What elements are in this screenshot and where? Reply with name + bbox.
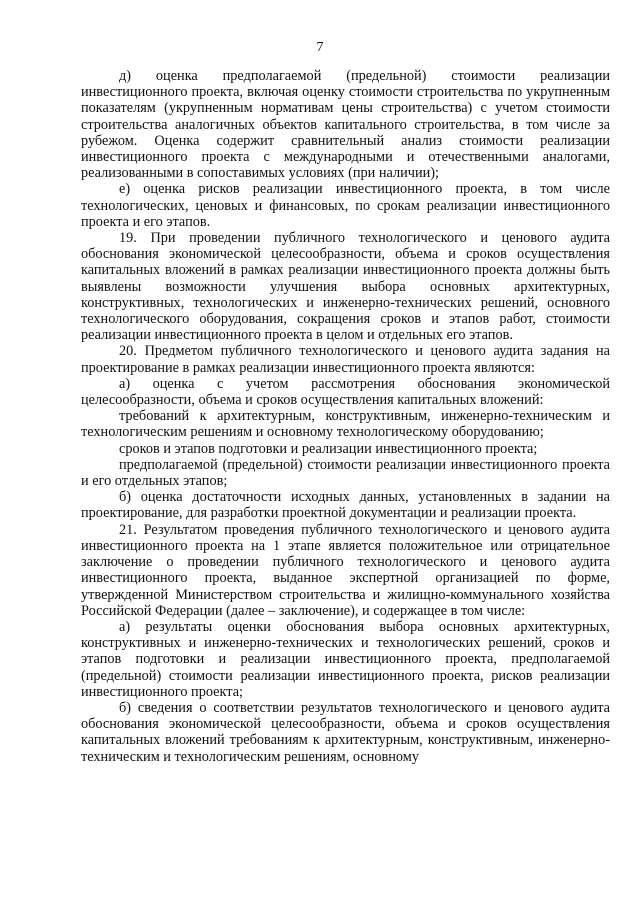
paragraph-20-b: б) оценка достаточности исходных данных, установленных в задании на проектирование, для разработки проектной документации и реализации проекта.: [81, 489, 610, 522]
paragraph-e-risk-assessment: е) оценка рисков реализации инвестиционного проекта, в том числе технологических, ценовых и финансовых, по срокам реализации инвестиционного проекта и его этапов.: [81, 181, 610, 230]
paragraph-d-cost-estimate: д) оценка предполагаемой (предельной) стоимости реализации инвестиционного проекта, включая оценку стоимости строительства по укрупненным показателям (укрупненным нормативам цены строительства) с учетом стоимости строительства аналогичных объектов капитального строительства, в том числе за рубежом. Оценка содержит сравнительный анализ стоимости реализации инвестиционного проекта с международными и отечественными аналогами, реализованными в сопоставимых условиях (при наличии);: [81, 68, 610, 182]
paragraph-20-a-cost: предполагаемой (предельной) стоимости реализации инвестиционного проекта и его отдельных этапов;: [81, 456, 610, 490]
page-number: 7: [316, 40, 324, 55]
paragraph-20: 20. Предметом публичного технологического и ценового аудита задания на проектирование в рамках реализации инвестиционного проекта являются:: [81, 343, 610, 376]
paragraph-21-a: а) результаты оценки обоснования выбора основных архитектурных, конструктивных и инженерно-технических и технологических решений, сроков и этапов подготовки и реализации инвестиционного проекта, предполагаемой (предельной) стоимости реализации инвестиционного проекта, рисков реализации инвестиционного проекта;: [81, 618, 610, 700]
paragraph-20-a-requirements: требований к архитектурным, конструктивным, инженерно-техническим и технологическим решениям и основному технологическому оборудованию;: [81, 408, 610, 441]
paragraph-21: 21. Результатом проведения публичного технологического и ценового аудита инвестиционного проекта на 1 этапе является положительное или отрицательное заключение о проведении публичного технологического и ценового аудита инвестиционного проекта, выданное экспертной организацией по форме, утвержденной Министерством строительства и жилищно-коммунального хозяйства Российской Федерации (далее – заключение), и содержащее в том числе:: [81, 521, 610, 619]
paragraph-20-a: а) оценка с учетом рассмотрения обоснования экономической целесообразности, объема и сроков осуществления капитальных вложений:: [81, 375, 610, 409]
paragraph-19: 19. При проведении публичного технологического и ценового аудита обоснования экономической целесообразности, объема и сроков осуществления капитальных вложений в рамках реализации инвестиционного проекта должны быть выявлены возможности улучшения выбора основных архитектурных, конструктивных, технологических и инженерно-технических решений, основного технологического оборудования, сокращения сроков и этапов работ, стоимости реализации инвестиционного проекта в целом и отдельных его этапов.: [81, 230, 610, 344]
document-body: [81, 68, 610, 765]
paragraph-21-b: б) сведения о соответствии результатов технологического и ценового аудита обоснования экономической целесообразности, объема и сроков осуществления капитальных вложений требованиям к архитектурным, конструктивным, инженерно-техническим и технологическим решениям, основному: [81, 699, 610, 765]
paragraph-20-a-timelines: сроков и этапов подготовки и реализации инвестиционного проекта;: [119, 440, 538, 457]
